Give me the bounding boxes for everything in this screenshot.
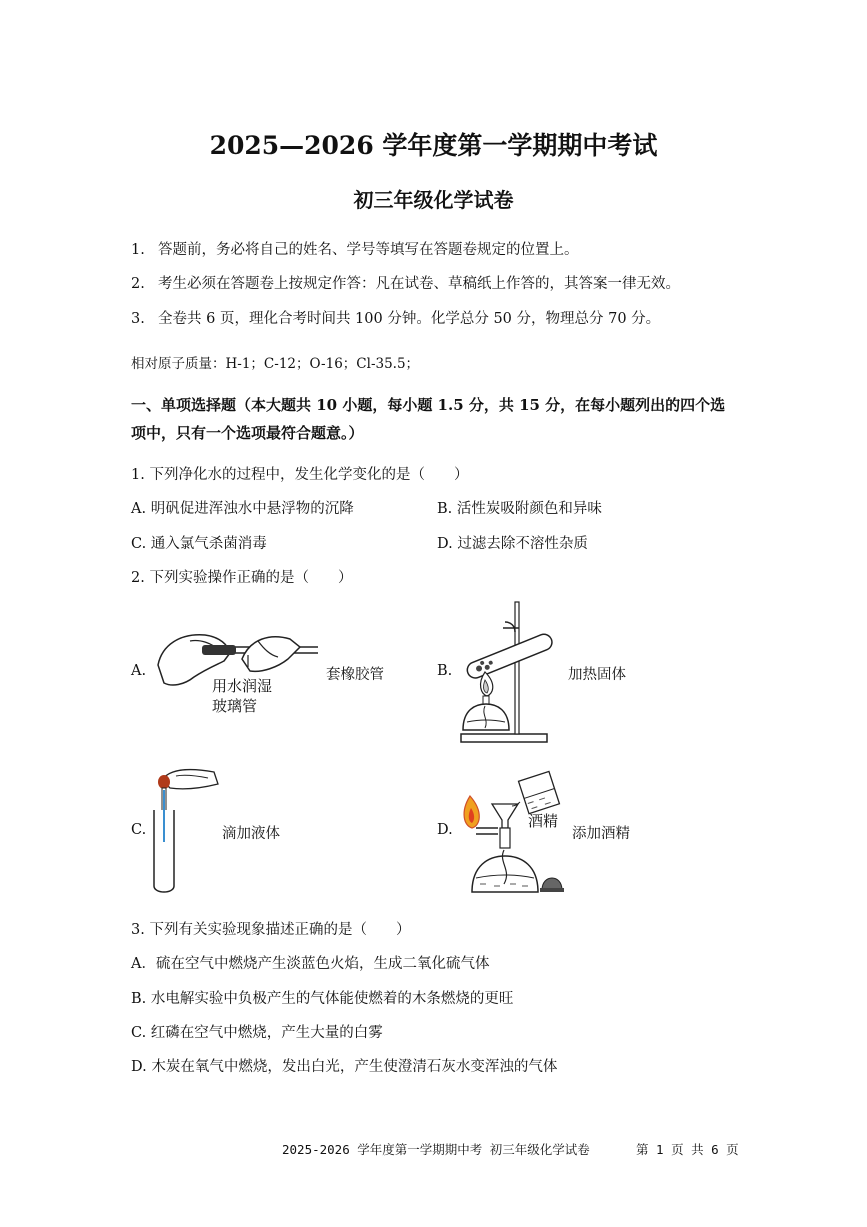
footer-exam-name: 2025-2026 学年度第一学期期中考 初三年级化学试卷 <box>282 1142 590 1157</box>
question-2-option-d-letter: D. <box>437 822 453 838</box>
heating-solid-illustration <box>455 598 555 746</box>
question-1-option-a: A. 明矾促进浑浊水中悬浮物的沉降 <box>131 501 354 517</box>
note-number: 2. <box>131 276 145 292</box>
note-item <box>131 272 680 293</box>
question-2-option-d-label: 添加酒精 <box>572 826 630 842</box>
question-2-option-a-letter: A. <box>131 663 147 679</box>
note-text: 考生必须在答题卷上按规定作答：凡在试卷、草稿纸上作答的，其答案一律无效。 <box>158 276 680 292</box>
question-2-option-b-label: 加热固体 <box>568 667 626 683</box>
section-heading-line1: 一、单项选择题（本大题共 10 小题，每小题 1.5 分，共 15 分，在每小题列出的四个选 <box>131 396 726 414</box>
question-2-option-c-letter: C. <box>131 822 147 838</box>
note-item <box>131 238 579 259</box>
atomic-masses: 相对原子质量：H-1；C-12；O-16；Cl-35.5； <box>131 356 420 372</box>
exam-title: 2025—2026 学年度第一学期期中考试 <box>209 131 658 160</box>
note-item <box>131 307 660 328</box>
question-1-option-b: B. 活性炭吸附颜色和异味 <box>437 501 602 517</box>
question-2-option-a-label: 套橡胶管 <box>326 667 384 683</box>
alcohol-label: 酒精 <box>528 812 559 830</box>
adding-alcohol-illustration <box>458 766 570 896</box>
question-3-option-c: C. 红磷在空气中燃烧，产生大量的白雾 <box>131 1025 383 1041</box>
footer-page-number: 第 1 页 共 6 页 <box>636 1142 739 1157</box>
wet-tube-label-2: 玻璃管 <box>212 697 258 715</box>
question-2-option-c-label: 滴加液体 <box>222 826 280 842</box>
note-text: 答题前，务必将自己的姓名、学号等填写在答题卷规定的位置上。 <box>158 242 579 258</box>
question-2-option-b-letter: B. <box>437 663 453 679</box>
section-heading-line2: 项中，只有一个选项最符合题意。） <box>131 424 364 442</box>
question-1-option-d: D. 过滤去除不溶性杂质 <box>437 536 588 552</box>
question-1-option-c: C. 通入氯气杀菌消毒 <box>131 536 267 552</box>
rubber-tube-illustration <box>150 625 325 720</box>
question-2-stem: 2. 下列实验操作正确的是（ ） <box>131 570 353 586</box>
note-text: 全卷共 6 页，理化合考时间共 100 分钟。化学总分 50 分，物理总分 70 分。 <box>158 311 661 327</box>
wet-tube-label-1: 用水润湿 <box>212 677 273 695</box>
question-3-option-a: A．硫在空气中燃烧产生淡蓝色火焰，生成二氧化硫气体 <box>131 956 490 972</box>
question-3-option-b: B. 水电解实验中负极产生的气体能使燃着的木条燃烧的更旺 <box>131 991 514 1007</box>
question-3-option-d: D. 木炭在氧气中燃烧，发出白光，产生使澄清石灰水变浑浊的气体 <box>131 1059 558 1075</box>
dropping-liquid-illustration <box>148 766 223 896</box>
note-number: 1. <box>131 242 145 258</box>
note-number: 3. <box>131 311 145 327</box>
question-3-stem: 3. 下列有关实验现象描述正确的是（ ） <box>131 922 411 938</box>
question-1-stem: 1. 下列净化水的过程中，发生化学变化的是（ ） <box>131 467 469 483</box>
exam-subtitle: 初三年级化学试卷 <box>353 188 514 212</box>
